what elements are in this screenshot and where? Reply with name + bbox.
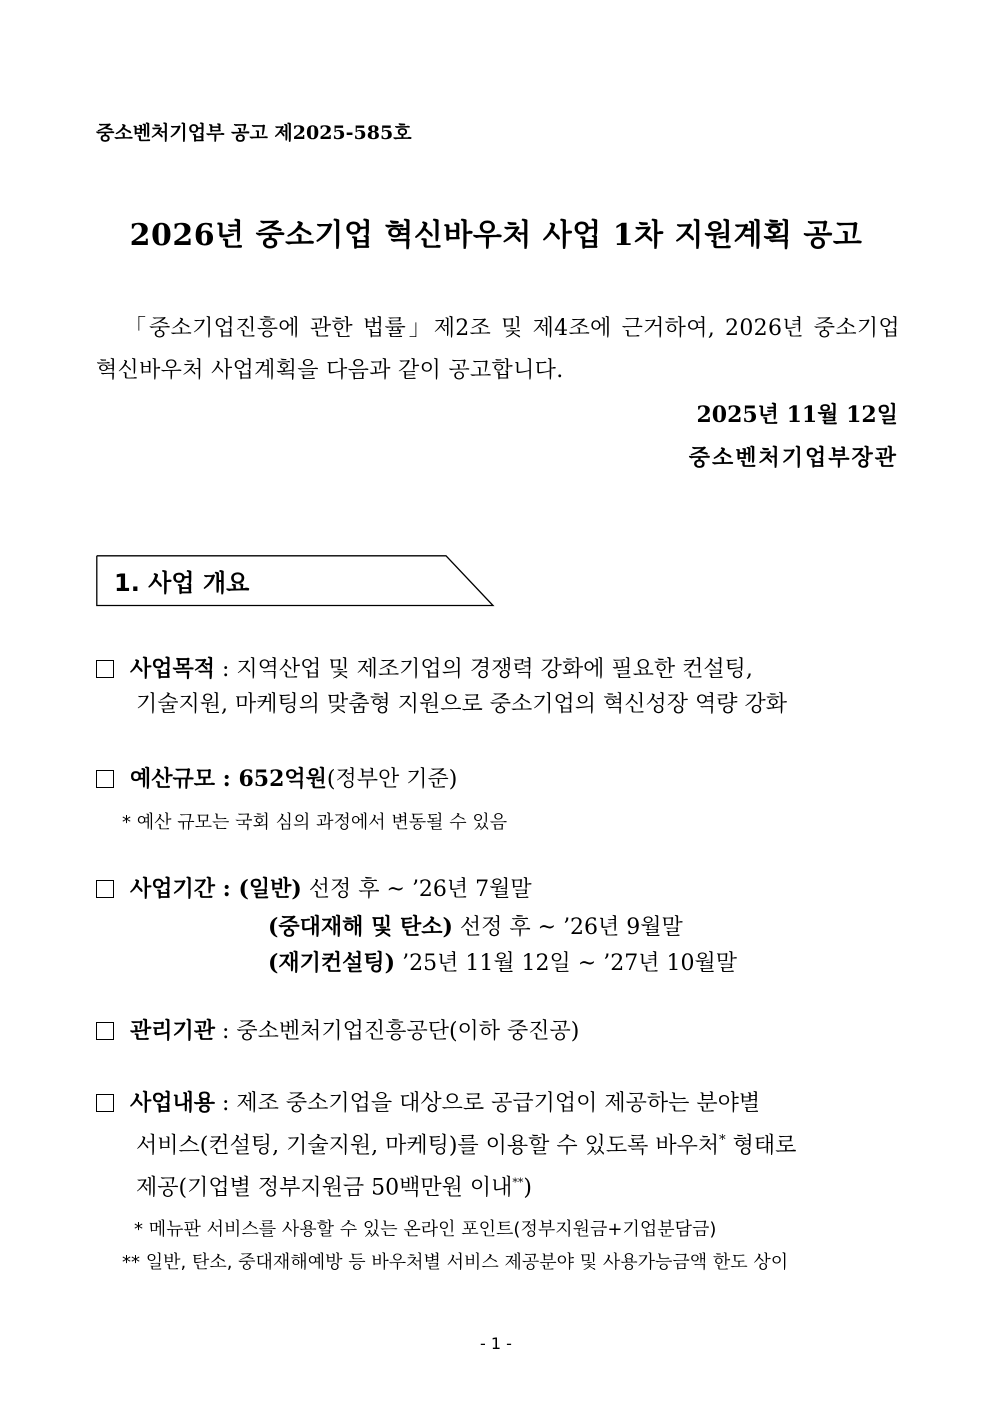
budget-label: 예산규모 :: [130, 766, 239, 792]
period-text-2: ’25년 11월 12일 ~ ’27년 10월말: [395, 951, 737, 976]
issuer: 중소벤처기업부장관: [688, 445, 898, 471]
intro-paragraph: 「중소기업진흥에 관한 법률」제2조 및 제4조에 근거하여, 2026년 중소기업 혁신바우처 사업계획을 다음과 같이 공고합니다.: [96, 316, 900, 383]
content-line2: [136, 1120, 796, 1167]
content-line3: [136, 1162, 532, 1209]
content-item: [96, 1082, 900, 1125]
period-tag-1: (중대재해 및 탄소): [268, 914, 453, 940]
page-number: - 1 -: [480, 1334, 512, 1353]
budget-item: [96, 758, 457, 801]
agency-item: [96, 1010, 579, 1053]
checkbox-bullet-icon: [96, 880, 114, 898]
purpose-sep: :: [215, 657, 237, 682]
notice-number: 중소벤처기업부 공고 제2025-585호: [96, 122, 412, 144]
checkbox-bullet-icon: [96, 1094, 114, 1112]
period-text-0: 선정 후 ~ ’26년 7월말: [301, 877, 532, 902]
period-item: [96, 868, 532, 911]
purpose-line1: 지역산업 및 제조기업의 경쟁력 강화에 필요한 컨설팅,: [236, 657, 753, 682]
period-text-1: 선정 후 ~ ’26년 9월말: [452, 915, 683, 940]
budget-amount: 652억원: [238, 766, 327, 792]
agency-sep: :: [215, 1019, 237, 1044]
purpose-label: 사업목적: [130, 656, 216, 682]
content-note-2: ** 일반, 탄소, 중대재해예방 등 바우처별 서비스 제공분야 및 사용가능금액 한도 상이: [122, 1252, 789, 1273]
period-tag-2: (재기컨설팅): [268, 950, 396, 976]
budget-note: * 예산 규모는 국회 심의 과정에서 변동될 수 있음: [122, 812, 508, 833]
agency-label: 관리기관: [130, 1018, 216, 1044]
content-label: 사업내용: [130, 1090, 216, 1116]
content-line2-text: 서비스(컨설팅, 기술지원, 마케팅)를 이용할 수 있도록 바우처: [136, 1133, 720, 1159]
content-note-1: * 메뉴판 서비스를 사용할 수 있는 온라인 포인트(정부지원금+기업분담금): [134, 1219, 717, 1240]
section-heading: 1. 사업 개요: [114, 569, 250, 597]
content-line3-end: ): [523, 1175, 532, 1201]
checkbox-bullet-icon: [96, 770, 114, 788]
announcement-date: 2025년 11월 12일: [696, 402, 898, 428]
content-line3-text: 제공(기업별 정부지원금 50백만원 이내: [136, 1175, 513, 1201]
budget-basis: (정부안 기준): [326, 767, 458, 792]
content-line2-end: 형태로: [725, 1133, 797, 1159]
checkbox-bullet-icon: [96, 660, 114, 678]
section-heading-box: [96, 555, 496, 607]
document-title: 2026년 중소기업 혁신바우처 사업 1차 지원계획 공고: [129, 218, 863, 253]
content-sep: :: [215, 1091, 237, 1116]
period-tag-0: (일반): [238, 876, 302, 902]
period-row: [268, 942, 737, 985]
checkbox-bullet-icon: [96, 1022, 114, 1040]
footnote-mark-2: **: [512, 1176, 524, 1189]
content-line1: 제조 중소기업을 대상으로 공급기업이 제공하는 분야별: [236, 1091, 761, 1116]
purpose-line2: 기술지원, 마케팅의 맞춤형 지원으로 중소기업의 혁신성장 역량 강화: [136, 692, 788, 717]
period-label: 사업기간 :: [130, 876, 239, 902]
agency-text: 중소벤처기업진흥공단(이하 중진공): [236, 1019, 580, 1044]
footnote-mark-1: *: [719, 1133, 726, 1148]
